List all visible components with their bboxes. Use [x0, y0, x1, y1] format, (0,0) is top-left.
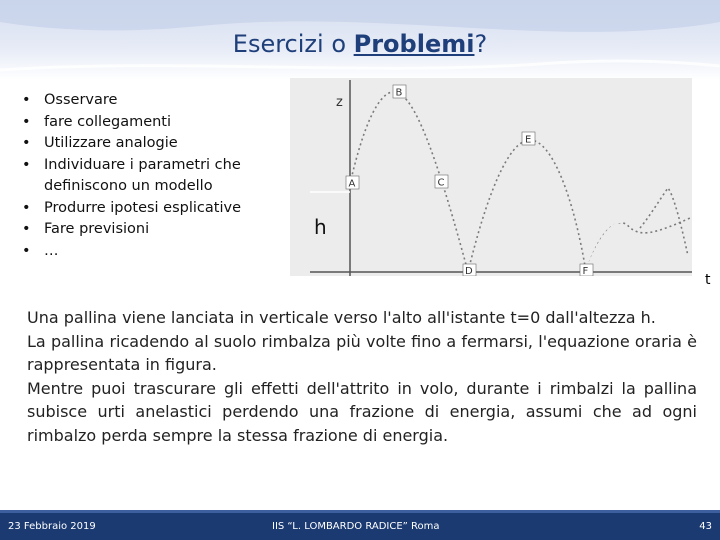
bullet-text: …	[44, 242, 59, 259]
trajectory-curve	[350, 92, 690, 272]
bullet-item	[18, 155, 278, 198]
bullet-text: Individuare i parametri che definiscono un modello	[44, 156, 241, 194]
title-suffix: ?	[474, 30, 488, 58]
point-f-label: F	[582, 266, 589, 276]
bullet-item	[18, 133, 278, 155]
z-axis-label: z	[336, 95, 343, 110]
point-e	[522, 132, 535, 146]
bullet-dot: •	[22, 221, 31, 237]
bullet-item	[18, 241, 278, 263]
paragraph-line: Una pallina viene lanciata in verticale verso l'alto all'istante t=0 dall'altezza h.	[27, 308, 656, 327]
paragraph-line: Mentre puoi trascurare gli effetti dell'attrito in volo, durante i rimbalzi la pallina subisce urti anelastici perdendo una frazione di energia, assumi che ad ogni rimbalzo perda sempre la stessa frazione di energia.	[27, 378, 697, 445]
bullet-text: Utilizzare analogie	[44, 135, 178, 151]
title-prefix: Esercizi o	[232, 30, 354, 58]
bullet-list	[18, 90, 278, 262]
title-emphasis: Problemi	[353, 30, 475, 58]
footer-highlight	[0, 510, 720, 513]
bullet-item	[18, 90, 278, 112]
point-c	[435, 175, 448, 189]
h-label: h	[314, 215, 327, 239]
bullet-dot: •	[22, 242, 31, 259]
bullet-dot: •	[22, 199, 31, 216]
problem-text	[27, 306, 697, 447]
point-b-label: B	[395, 87, 403, 99]
bounce-graph	[290, 78, 692, 276]
page-number: 43	[699, 521, 712, 532]
point-a-label: A	[348, 178, 356, 190]
footer-date: 23 Febbraio 2019	[8, 521, 96, 532]
bullet-text: fare collegamenti	[44, 113, 172, 130]
bullet-item	[18, 112, 278, 134]
point-f	[580, 264, 593, 276]
paragraph-line: La pallina ricadendo al suolo rimbalza più volte fino a fermarsi, l'equazione oraria è rappresentata in figura.	[27, 331, 697, 374]
bullet-dot: •	[22, 92, 31, 108]
bullet-dot: •	[22, 156, 31, 173]
point-a	[346, 176, 359, 190]
point-e-label: E	[525, 134, 532, 146]
bounce-graph-svg	[290, 78, 692, 276]
bullet-dot: •	[22, 113, 31, 130]
trajectory-tail	[586, 221, 638, 272]
point-d	[463, 264, 476, 276]
slide-title	[0, 30, 720, 58]
point-b	[393, 85, 406, 99]
bullet-text: Produrre ipotesi esplicative	[44, 199, 241, 216]
point-c-label: C	[437, 177, 445, 189]
footer-school: IIS “L. LOMBARDO RADICE” Roma	[272, 521, 440, 532]
bullet-item	[18, 198, 278, 220]
bullet-text: Osservare	[44, 92, 118, 108]
bullet-text: Fare previsioni	[44, 221, 150, 237]
trajectory-last-bounce	[640, 188, 688, 256]
bullet-dot: •	[22, 135, 31, 151]
t-axis-label: t	[705, 272, 711, 288]
point-d-label: D	[465, 266, 473, 276]
bullet-item	[18, 219, 278, 241]
